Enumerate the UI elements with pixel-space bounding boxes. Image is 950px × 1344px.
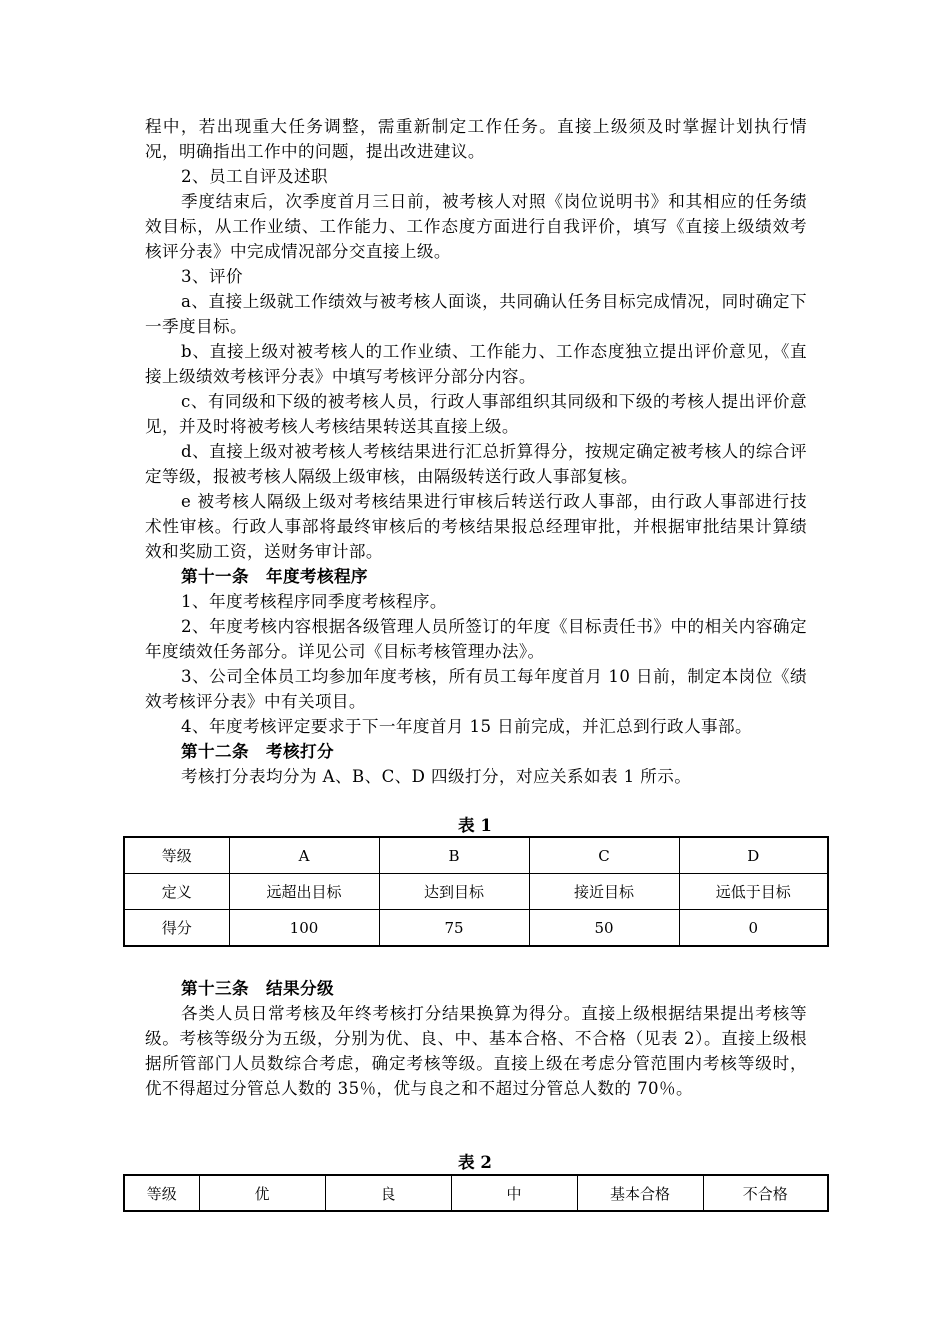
paragraph: 季度结束后，次季度首月三日前，被考核人对照《岗位说明书》和其相应的任务绩效目标，从工作业绩、工作能力、工作态度方面进行自我评价，填写《直接上级绩效考核评分表》中完成情况部分交直接上级。 [145,192,807,261]
article-heading-12: 第十二条 考核打分 [181,741,334,761]
table-cell: 优 [199,1175,325,1211]
table-cell: 良 [325,1175,451,1211]
paragraph: 1、年度考核程序同季度考核程序。 [181,592,447,611]
table-cell: 接近目标 [529,874,679,910]
table-cell: 0 [679,910,828,947]
table-cell: B [379,837,529,874]
table-cell: 50 [529,910,679,947]
table-cell: 基本合格 [577,1175,703,1211]
paragraph: e 被考核人隔级上级对考核结果进行审核后转送行政人事部，由行政人事部进行技术性审核。行政人事部将最终审核后的考核结果报总经理审批，并根据审批结果计算绩效和奖励工资，送财务审计部。 [145,492,807,561]
table-cell: 远低于目标 [679,874,828,910]
table-row [124,874,828,910]
paragraph: 各类人员日常考核及年终考核打分结果换算为得分。直接上级根据结果提出考核等级。考核等级分为五级，分别为优、良、中、基本合格、不合格（见表 2）。直接上级根据所管部门人员数综合考虑，确定考核等级。直接上级在考虑分管范围内考核等级时，优不得超过分管总人数的 35％，优与良之和不超过分管总人数的 70％。 [145,1004,807,1098]
table-row [124,910,828,947]
table-cell: 等级 [124,837,229,874]
paragraph: 4、年度考核评定要求于下一年度首月 15 日前完成，并汇总到行政人事部。 [181,717,753,736]
body-text-section13 [145,976,807,1101]
paragraph: 3、公司全体员工均参加年度考核，所有员工每年度首月 10 日前，制定本岗位《绩效考核评分表》中有关项目。 [145,667,807,711]
paragraph: d、直接上级对被考核人考核结果进行汇总折算得分，按规定确定被考核人的综合评定等级，报被考核人隔级上级审核，由隔级转送行政人事部复核。 [145,442,807,486]
table-cell: 等级 [124,1175,199,1211]
result-grade-table [123,1174,829,1212]
article-heading-11: 第十一条 年度考核程序 [181,566,368,586]
paragraph: 3、评价 [181,267,243,286]
paragraph: c、有同级和下级的被考核人员，行政人事部组织其同级和下级的考核人提出评价意见，并及时将被考核人考核结果转送其直接上级。 [145,392,807,436]
table-cell: 75 [379,910,529,947]
table-cell: 定义 [124,874,229,910]
table-cell: 达到目标 [379,874,529,910]
table-cell: 不合格 [703,1175,828,1211]
table-cell: 远超出目标 [229,874,379,910]
table-row [124,837,828,874]
table2-caption: 表 2 [458,1152,492,1172]
paragraph: 程中，若出现重大任务调整，需重新制定工作任务。直接上级须及时掌握计划执行情况，明确指出工作中的问题，提出改进建议。 [145,117,807,161]
grade-definition-table [123,836,829,947]
table-cell: C [529,837,679,874]
paragraph: a、直接上级就工作绩效与被考核人面谈，共同确认任务目标完成情况，同时确定下一季度目标。 [145,292,807,336]
table1-caption: 表 1 [458,815,492,835]
table-cell: 中 [451,1175,577,1211]
table-cell: D [679,837,828,874]
paragraph: b、直接上级对被考核人的工作业绩、工作能力、工作态度独立提出评价意见，《直接上级绩效考核评分表》中填写考核评分部分内容。 [145,342,807,386]
body-text-upper [145,114,807,789]
table-cell: 得分 [124,910,229,947]
paragraph: 2、年度考核内容根据各级管理人员所签订的年度《目标责任书》中的相关内容确定年度绩效任务部分。详见公司《目标考核管理办法》。 [145,617,807,661]
table-row [124,1175,828,1211]
paragraph: 考核打分表均分为 A、B、C、D 四级打分，对应关系如表 1 所示。 [181,767,692,786]
table-cell: A [229,837,379,874]
article-heading-13: 第十三条 结果分级 [181,978,334,998]
paragraph: 2、员工自评及述职 [181,167,328,186]
table-cell: 100 [229,910,379,947]
